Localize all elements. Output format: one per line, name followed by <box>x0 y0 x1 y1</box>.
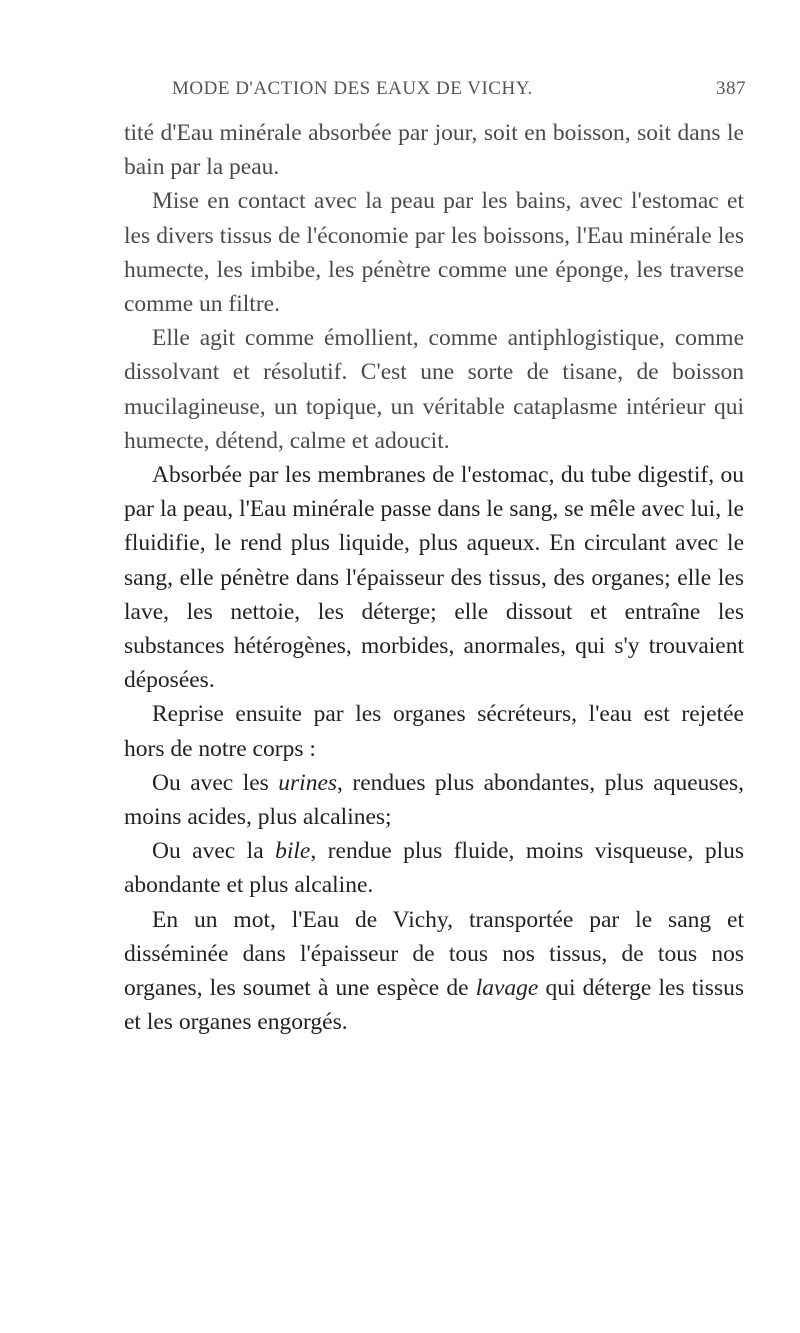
paragraph-p2 <box>124 184 744 321</box>
text-run: En un mot, l'Eau de Vichy, transportée par le sang et disséminée dans l'épaisseur de tous nos tissus, de tous nos organes, les soumet à une espèce de <box>124 906 744 1002</box>
page-number: 387 <box>716 78 746 99</box>
italic-term: lavage <box>475 975 539 1002</box>
paragraph-p3 <box>124 321 744 458</box>
paragraph-p4 <box>124 458 744 697</box>
body-text <box>124 116 744 1039</box>
paragraph-p8 <box>124 903 744 1040</box>
text-run: , rendue plus fluide, moins visqueuse, plus abondante et plus alcaline. <box>124 838 744 899</box>
paragraph-p5 <box>124 697 744 765</box>
paragraph-p1 <box>124 116 744 184</box>
italic-term: bile <box>275 838 311 865</box>
paragraph-p7 <box>124 834 744 902</box>
text-run: tité d'Eau minérale absorbée par jour, soit en boisson, soit dans le bain par la peau. <box>124 120 744 181</box>
running-head <box>150 78 746 108</box>
text-run: Absorbée par les membranes de l'estomac, du tube digestif, ou par la peau, l'Eau minérale passe dans le sang, se mêle avec lui, le fluidifie, le rend plus liquide, plus aqueux. En circulant avec le sang, elle pénètre dans l'épaisseur des tissus, des organes; elle les lave, les nettoie, les déterge; elle dissout et entraîne les substances hétérogènes, morbides, anormales, qui s'y trouvaient déposées. <box>124 462 744 694</box>
text-run: qui déterge les tissus et les organes engorgés. <box>124 975 744 1036</box>
running-title: MODE D'ACTION DES EAUX DE VICHY. <box>172 78 533 99</box>
text-run: Ou avec les <box>152 769 279 796</box>
italic-term: urines <box>278 769 338 796</box>
paragraph-p6 <box>124 766 744 834</box>
text-run: Reprise ensuite par les organes sécréteurs, l'eau est rejetée hors de notre corps : <box>124 701 744 762</box>
text-run: Elle agit comme émollient, comme antiphlogistique, comme dissolvant et résolutif. C'est une sorte de tisane, de boisson mucilagineuse, un topique, un véritable cataplasme intérieur qui humecte, détend, calme et adoucit. <box>124 325 744 454</box>
text-run: Ou avec la <box>152 838 276 865</box>
text-run: Mise en contact avec la peau par les bains, avec l'estomac et les divers tissus de l'économie par les boissons, l'Eau minérale les humecte, les imbibe, les pénètre comme une éponge, les traverse comme un filtre. <box>124 188 744 318</box>
text-run: , rendues plus abondantes, plus aqueuses, moins acides, plus alcalines; <box>124 769 744 831</box>
